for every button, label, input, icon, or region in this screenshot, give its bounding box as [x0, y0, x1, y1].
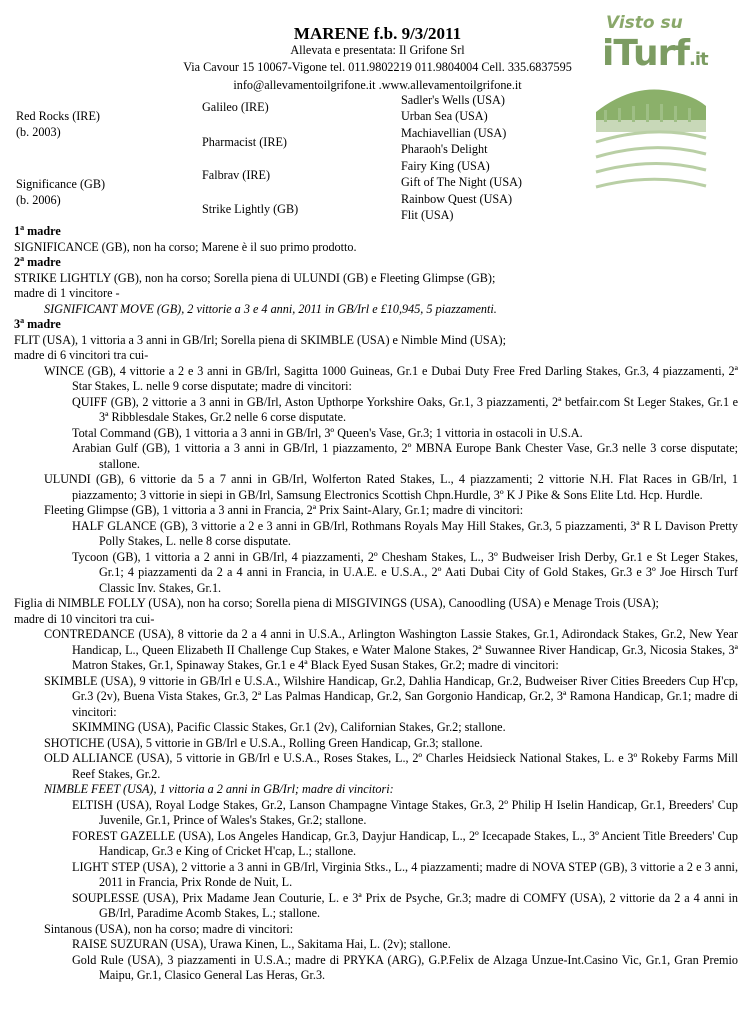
produce-entry: ELTISH (USA), Royal Lodge Stakes, Gr.2, Lanson Champagne Vintage Stakes, Gr.3, 2º Philip H Iselin Handicap, Gr.1, Breeders' Cup Juvenile, Gr.1, Prince of Wales's Stakes, Gr.2; stallone. — [72, 797, 738, 827]
great-grandparent-5: Fairy King (USA) — [401, 159, 490, 173]
grandsire-2: Falbrav (IRE) — [202, 168, 271, 182]
produce-entry: SKIMBLE (USA), 9 vittorie in GB/Irl e U.S.A., Wilshire Handicap, Gr.2, Dahlia Handicap, Gr.2, Budweiser River Cities Breeders Cup H'cp, Gr.3 (2v), Buena Vista Stakes, Gr.3, 2ª Las Palmas Handicap, Gr.2, San Gorgonio Handicap, Gr.2, 3ª Ramona Handicap, Gr.1; madre di vincitori: — [44, 673, 738, 719]
produce-entry: SOUPLESSE (USA), Prix Madame Jean Couturie, L. e 3ª Prix de Psyche, Gr.3; madre di COMFY (USA), 2 vittorie da 2 a 4 anni in GB/Irl, Paradime Acomb Stakes, L.; stallone. — [72, 890, 738, 920]
produce-entry: Total Command (GB), 1 vittoria a 3 anni in GB/Irl, 3º Queen's Vase, Gr.3; 1 vittoria in ostacoli in U.S.A. — [72, 425, 583, 440]
logo-tagline: Visto su — [606, 13, 683, 33]
great-grandparent-3: Machiavellian (USA) — [401, 126, 507, 140]
produce-entry: NIMBLE FEET (USA), 1 vittoria a 2 anni in GB/Irl; madre di vincitori: — [44, 782, 394, 796]
address-line: Via Cavour 15 10067-Vigone tel. 011.9802219 011.9804004 Cell. 335.6837595 — [183, 60, 572, 74]
contacts-line: info@allevamentoilgrifone.it .www.allevamentoilgrifone.it — [233, 78, 522, 92]
produce-entry: ULUNDI (GB), 6 vittorie da 5 a 7 anni in GB/Irl, Wolferton Rated Stakes, L., 4 piazzamenti; 2 vittorie N.H. Flat Races in GB/Irl, 1 piazzamento; 3 vittorie in siepi in GB/Irl, Samsung Electronics Scottish Chpn.Hurdle, 3º K J Pike & Sons Elite Ltd. Hcp. Hurdle. — [44, 472, 738, 502]
pedigree-table — [0, 92, 600, 224]
text-line: SIGNIFICANT MOVE (GB), 2 vittorie a 3 e 4 anni, 2011 in GB/Irl e £10,945, 5 piazzamenti. — [44, 301, 497, 316]
text-line: SIGNIFICANCE (GB), non ha corso; Marene è il suo primo prodotto. — [14, 239, 357, 254]
logo-brand-name: iTurf — [602, 33, 689, 74]
produce-record — [14, 224, 738, 984]
text-line: Figlia di NIMBLE FOLLY (USA), non ha corso; Sorella piena di MISGIVINGS (USA), Canoodling (USA) e Menage Trois (USA); — [14, 596, 659, 610]
text-line: STRIKE LIGHTLY (GB), non ha corso; Sorella piena di ULUNDI (GB) e Fleeting Glimpse (GB); — [14, 270, 496, 285]
great-grandparent-4: Pharaoh's Delight — [401, 142, 488, 156]
produce-entry: Fleeting Glimpse (GB), 1 vittoria a 3 anni in Francia, 2ª Prix Saint-Alary, Gr.1; madre di vincitori: — [44, 503, 524, 517]
grandsire-1: Galileo (IRE) — [202, 100, 269, 114]
document-title: MARENE f.b. 9/3/2011 — [293, 24, 462, 43]
produce-entry: QUIFF (GB), 2 vittorie a 3 anni in GB/Irl, Aston Upthorpe Yorkshire Oaks, Gr.1, 3 piazzamenti, 2ª betfair.com St Leger Stakes, Gr.1 e 3ª Ribblesdale Stakes, Gr.2 nelle 6 corse disputate. — [72, 394, 738, 424]
great-grandparent-7: Rainbow Quest (USA) — [401, 192, 513, 206]
produce-entry: CONTREDANCE (USA), 8 vittorie da 2 a 4 anni in U.S.A., Arlington Washington Lassie Stakes, Gr.1, Adirondack Stakes, Gr.2, New Year Handicap, L., Queen Elizabeth II Challenge Cup Stakes, e Water Malone Stakes, 2ª Suwannee River Handicap, Gr.3, Nicosia Stakes, 3ª Matron Stakes, Gr.1, Spinaway Stakes, Gr.1 e 4ª Black Eyed Susan Stakes, Gr.2; madre di vincitori: — [44, 627, 738, 672]
dam-year: (b. 2006) — [16, 193, 61, 207]
produce-entry: Gold Rule (USA), 3 piazzamenti in U.S.A.; madre di PRYKA (ARG), G.P.Felix de Alzaga Unzue-Int.Casino Vic, Gr.1, Gran Premio Maipu, Gr.1, Clasico General Las Heras, Gr.3. — [72, 952, 738, 982]
section-heading-third-dam: 3$^a$ madre — [14, 315, 61, 331]
dam-name: Significance (GB) — [16, 177, 106, 191]
granddam-2: Strike Lightly (GB) — [202, 202, 299, 216]
produce-entry: SHOTICHE (USA), 5 vittorie in GB/Irl e U.S.A., Rolling Green Handicap, Gr.3; stallone. — [44, 735, 483, 750]
text-line: madre di 6 vincitori tra cui- — [14, 348, 149, 362]
logo-brand-tld: .it — [689, 49, 708, 70]
great-grandparent-1: Sadler's Wells (USA) — [401, 93, 505, 107]
produce-entry: Tycoon (GB), 1 vittoria a 2 anni in GB/Irl, 4 piazzamenti, 2º Chesham Stakes, L., 3º Budweiser Irish Derby, Gr.1 e St Leger Stakes, Gr.1; 4 piazzamenti da 2 a 4 anni in Francia, in U.A.E. e U.S.A., 2º Aati Dubai City of Gold Stakes, Gr.3 e 3º Joe Hirsch Turf Classic Inv. Stakes, Gr.1. — [72, 549, 738, 595]
sire-year: (b. 2003) — [16, 125, 61, 139]
iturf-logo — [594, 13, 714, 216]
breeder-line: Allevata e presentata: Il Grifone Srl — [290, 43, 465, 57]
produce-entry: Arabian Gulf (GB), 1 vittoria a 3 anni in GB/Irl, 1 piazzamento, 2º MBNA Europe Bank Chester Vase, Gr.3 nelle 3 corse disputate; stallone. — [72, 441, 738, 471]
produce-entry: SKIMMING (USA), Pacific Classic Stakes, Gr.1 (2v), Californian Stakes, Gr.2; stallone. — [72, 720, 506, 734]
granddam-1: Pharmacist (IRE) — [202, 135, 287, 149]
produce-entry: OLD ALLIANCE (USA), 5 vittorie in GB/Irl e U.S.A., Roses Stakes, L., 2º Charles Heidsieck National Stakes, L. e 3º Rokeby Farms Mill Reef Stakes, Gr.2. — [44, 751, 738, 781]
section-heading-second-dam: 2$^a$ madre — [14, 253, 61, 269]
produce-entry: LIGHT STEP (USA), 2 vittorie a 3 anni in GB/Irl, Virginia Stks., L., 4 piazzamenti; madre di NOVA STEP (GB), 3 vittorie a 2 e 3 anni, 2011 in Francia, Prix Ronde de Nuit, L. — [72, 859, 738, 889]
racecourse-illustration-icon — [594, 82, 714, 212]
produce-entry: Sintanous (USA), non ha corso; madre di vincitori: — [44, 921, 294, 936]
section-heading-first-dam: 1$^a$ madre — [14, 222, 61, 238]
great-grandparent-8: Flit (USA) — [401, 208, 454, 222]
produce-entry: FOREST GAZELLE (USA), Los Angeles Handicap, Gr.3, Dayjur Handicap, L., 2º Icecapade Stakes, L., 3º Ancient Title Breeders' Cup Handicap, Gr.3 e King of Cricket H'cap, L.; stallone. — [72, 828, 738, 858]
logo-brand — [602, 34, 708, 80]
text-line: FLIT (USA), 1 vittoria a 3 anni in GB/Irl; Sorella piena di SKIMBLE (USA) e Nimble Mind (USA); — [14, 332, 506, 347]
sire-name: Red Rocks (IRE) — [16, 109, 100, 123]
great-grandparent-2: Urban Sea (USA) — [401, 109, 488, 123]
produce-entry: HALF GLANCE (GB), 3 vittorie a 2 e 3 anni in GB/Irl, Rothmans Royals May Hill Stakes, Gr.3, 5 piazzamenti, 3ª R L Davison Pretty Polly Stakes, L. nelle 8 corse disputate. — [72, 518, 738, 548]
text-line: madre di 1 vincitore - — [14, 286, 120, 300]
produce-entry: RAISE SUZURAN (USA), Urawa Kinen, L., Sakitama Hai, L. (2v); stallone. — [72, 937, 451, 951]
produce-entry: WINCE (GB), 4 vittorie a 2 e 3 anni in GB/Irl, Sagitta 1000 Guineas, Gr.1 e Dubai Duty Free Fred Darling Stakes, Gr.3, 4 piazzamenti, 2ª Star Stakes, L. nelle 9 corse disputate; madre di vincitori: — [44, 363, 738, 393]
great-grandparent-6: Gift of The Night (USA) — [401, 175, 522, 189]
text-line: madre di 10 vincitori tra cui- — [14, 611, 155, 626]
